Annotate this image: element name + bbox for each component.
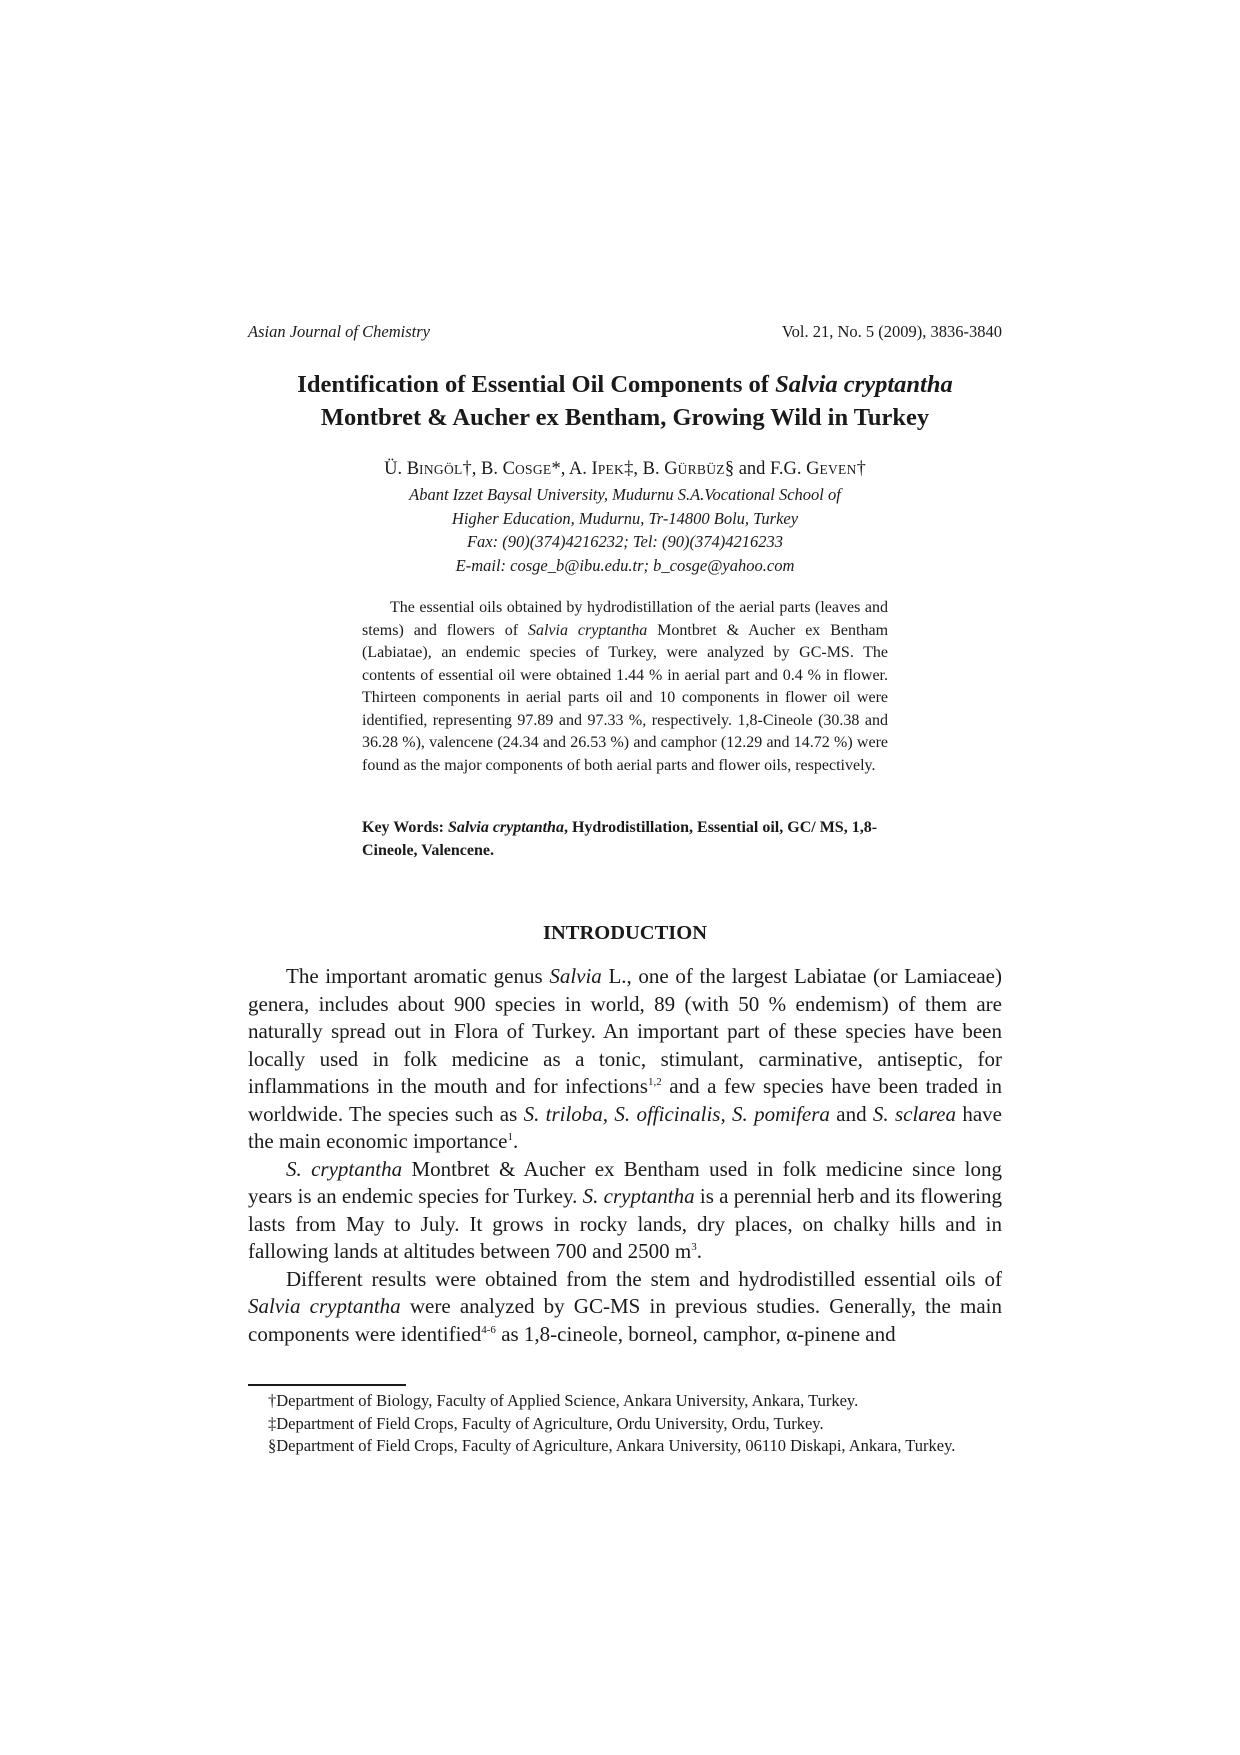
author-4-surname: ÜRBÜZ bbox=[677, 462, 725, 477]
italic-run: S. sclarea bbox=[872, 1101, 957, 1126]
author-3-surname: PEK bbox=[597, 462, 625, 477]
citation: 3 bbox=[691, 1241, 697, 1253]
abstract-species: Salvia cryptantha bbox=[527, 621, 648, 639]
abstract-text-1: The essential oils obtained by hydrodistillation of the aerial parts (leaves and stems) and flowers of bbox=[362, 599, 888, 639]
title-species: Salvia cryptantha bbox=[775, 371, 953, 398]
italic-run: S. triloba, S. officinalis, S. pomifera bbox=[523, 1101, 830, 1126]
affiliation-line-2: Higher Education, Mudurnu, Tr-14800 Bolu, Turkey bbox=[451, 508, 799, 528]
text-run: . bbox=[513, 1129, 519, 1153]
text-run: and a few species have been traded in worldwide. The species such as bbox=[248, 1074, 1002, 1126]
author-5-surname: EVEN bbox=[819, 462, 857, 477]
text-run: Different results were obtained from the stem and hydrodistilled essential oils of bbox=[286, 1266, 1002, 1291]
affiliation-line-1: Abant Izzet Baysal University, Mudurnu S.A.Vocational School of bbox=[409, 485, 841, 504]
italic-run: Salvia bbox=[549, 964, 602, 988]
introduction-body bbox=[248, 963, 1002, 1348]
abstract bbox=[362, 597, 888, 777]
author-list bbox=[248, 458, 1002, 481]
footnote-2: ‡Department of Field Crops, Faculty of Agriculture, Ordu University, Ordu, Turkey. bbox=[268, 1413, 824, 1433]
author-2-mark: *, bbox=[551, 459, 569, 479]
text-run: have the main economic importance bbox=[248, 1101, 1002, 1153]
text-run: The important aromatic genus bbox=[286, 964, 550, 988]
author-1-initial: Ü. B bbox=[384, 459, 420, 479]
author-2-initial: B. C bbox=[481, 459, 515, 479]
citation: 1 bbox=[507, 1131, 513, 1143]
title-prefix: Identification of Essential Oil Components of bbox=[297, 371, 776, 398]
author-5-initial: F.G. G bbox=[770, 459, 820, 479]
keywords-label: Key Words: bbox=[362, 819, 448, 836]
italic-run: Salvia cryptantha bbox=[248, 1294, 401, 1318]
author-1-surname: INGÖL bbox=[419, 462, 463, 477]
section-heading-introduction: INTRODUCTION bbox=[542, 922, 708, 944]
affiliation-contact: Fax: (90)(374)4216232; Tel: (90)(374)4216233 bbox=[466, 532, 784, 551]
title-line-1 bbox=[248, 368, 1002, 401]
journal-name: Asian Journal of Chemistry bbox=[248, 322, 430, 341]
intro-paragraph-2 bbox=[248, 1156, 1002, 1266]
text-run: Montbret & Aucher ex Bentham used in folk medicine since long years is an endemic species for Turkey. bbox=[248, 1156, 1003, 1208]
keywords-list: , Hydrodistillation, Essential oil, GC/ MS, 1,8-Cineole, Valencene. bbox=[362, 819, 878, 859]
author-2-surname: OSGE bbox=[514, 462, 552, 477]
paper-title bbox=[248, 368, 1002, 434]
italic-run: S. cryptantha bbox=[582, 1184, 695, 1208]
affiliation-email: E-mail: cosge_b@ibu.edu.tr; b_cosge@yahoo.com bbox=[455, 555, 795, 575]
keywords-species: Salvia cryptantha bbox=[447, 819, 564, 836]
author-3-initial: A. I bbox=[568, 459, 598, 479]
footnote-1: †Department of Biology, Faculty of Applied Science, Ankara University, Ankara, Turkey. bbox=[268, 1391, 859, 1410]
text-run: . bbox=[696, 1239, 702, 1263]
text-run: is a perennial herb and its flowering lasts from May to July. It grows in rocky lands, dry places, on chalky hills and in fallowing lands at altitudes between 700 and 2500 m bbox=[248, 1184, 1003, 1263]
intro-paragraph-1 bbox=[248, 963, 1002, 1156]
author-3-mark: ‡, bbox=[624, 459, 643, 479]
intro-paragraph-3 bbox=[248, 1266, 1002, 1349]
text-run: as 1,8-cineole, borneol, camphor, α-pinene and bbox=[495, 1321, 896, 1346]
author-1-mark: †, bbox=[462, 459, 482, 479]
author-4-mark: § and bbox=[724, 459, 771, 479]
author-4-initial: B. G bbox=[642, 459, 678, 479]
text-run: and bbox=[829, 1101, 873, 1126]
italic-run: S. cryptantha bbox=[286, 1156, 403, 1181]
citation: 4-6 bbox=[481, 1323, 496, 1336]
text-run: L., one of the largest Labiatae (or Lamiaceae) genera, includes about 900 species in world, 89 (with 50 % endemism) of them are naturally spread out in Flora of Turkey. An important part of these species have been locally used in folk medicine as a tonic, stimulant, carminative, antiseptic, for inflammations in the mouth and for infections bbox=[248, 964, 1002, 1098]
abstract-paragraph bbox=[362, 597, 888, 777]
volume-info: Vol. 21, No. 5 (2009), 3836-3840 bbox=[781, 322, 1002, 341]
author-5-mark: † bbox=[856, 459, 866, 479]
text-run: were analyzed by GC-MS in previous studies. Generally, the main components were identified bbox=[248, 1294, 1002, 1346]
footnote-3: §Department of Field Crops, Faculty of Agriculture, Ankara University, 06110 Diskapi, Ankara, Turkey. bbox=[268, 1436, 956, 1455]
abstract-text-2: Montbret & Aucher ex Bentham (Labiatae), an endemic species of Turkey, were analyzed by GC-MS. The contents of essential oil were obtained 1.44 % in aerial part and 0.4 % in flower. Thirteen components in aerial parts oil and 10 components in flower oil were identified, representing 97.89 and 97.33 %, respectively. 1,8-Cineole (30.38 and 36.28 %), valencene (24.34 and 26.53 %) and camphor (12.29 and 14.72 %) were found as the major components of both aerial parts and flower oils, respectively. bbox=[362, 621, 889, 774]
footnote-divider bbox=[248, 1384, 406, 1386]
footnotes bbox=[248, 1390, 1002, 1458]
affiliation-block bbox=[248, 483, 1002, 577]
keywords bbox=[362, 817, 888, 862]
citation: 1,2 bbox=[647, 1076, 662, 1088]
title-line-2: Montbret & Aucher ex Bentham, Growing Wild in Turkey bbox=[320, 404, 930, 431]
